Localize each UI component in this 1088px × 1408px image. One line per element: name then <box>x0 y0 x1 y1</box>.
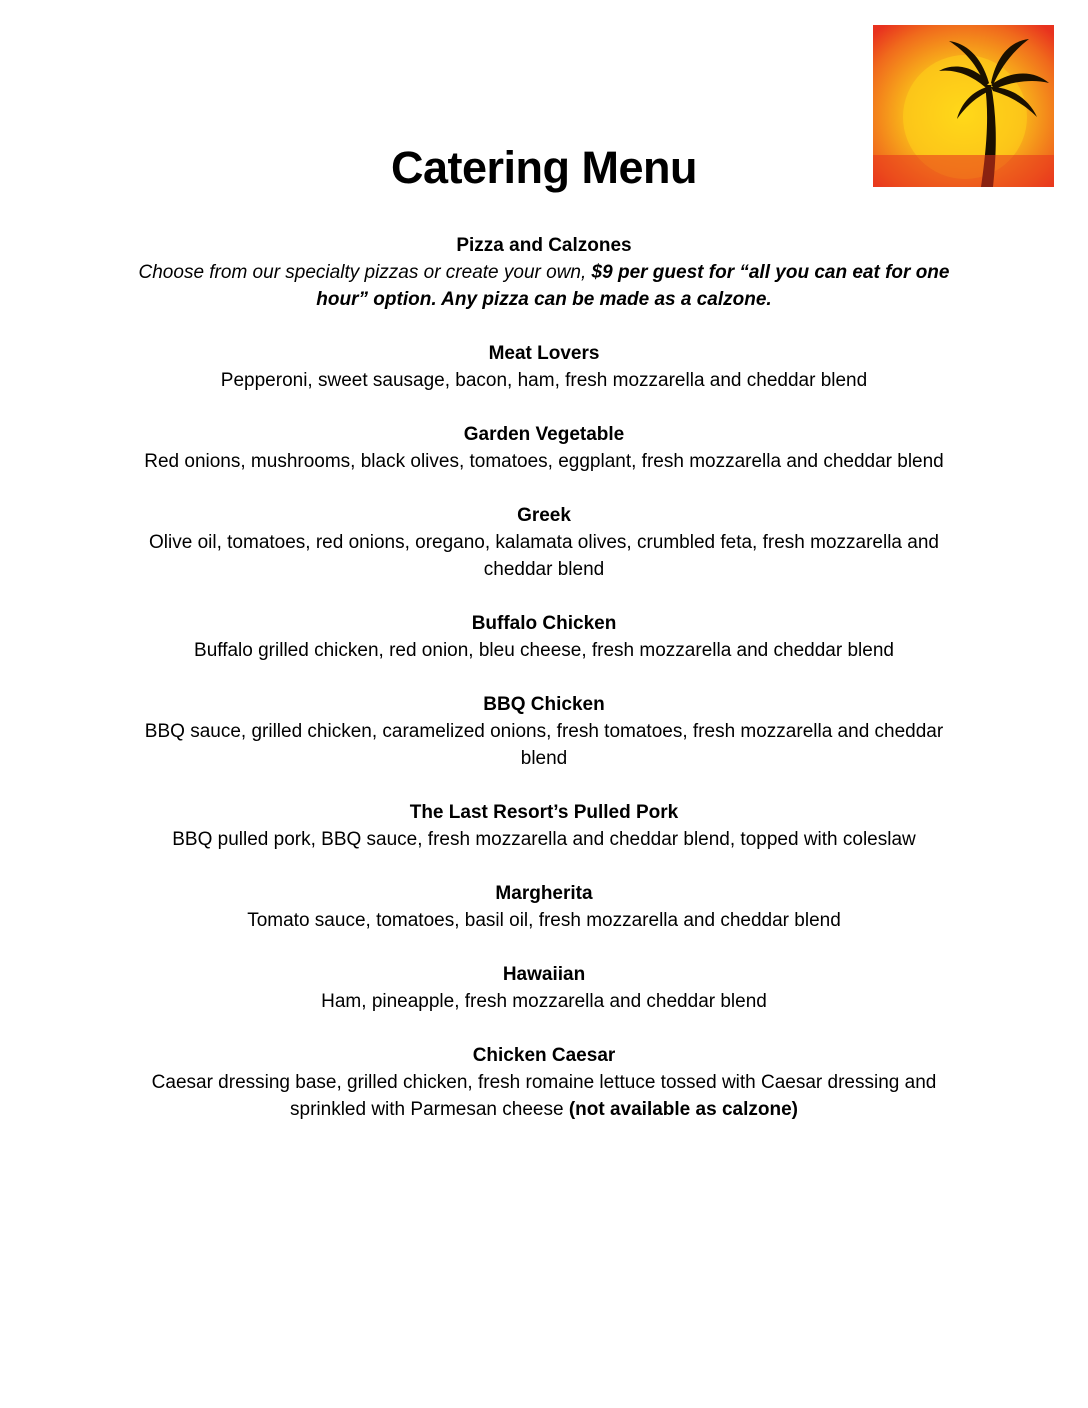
menu-item-name: Meat Lovers <box>488 343 600 364</box>
menu-item-description <box>120 988 968 1015</box>
menu-item <box>120 961 968 1015</box>
menu-item-name: Chicken Caesar <box>472 1045 616 1066</box>
menu-item-description <box>120 718 968 772</box>
menu-item-desc-text: Caesar dressing base, grilled chicken, fresh romaine lettuce tossed with Caesar dressing and sprinkled with Parmesan cheese <box>151 1072 937 1120</box>
menu-item <box>120 799 968 853</box>
menu-item-desc-text: Tomato sauce, tomatoes, basil oil, fresh mozzarella and cheddar blend <box>247 910 841 931</box>
page-title: Catering Menu <box>390 142 698 193</box>
menu-item-name: Hawaiian <box>502 964 586 985</box>
menu-item-description <box>120 448 968 475</box>
menu-item <box>120 502 968 583</box>
menu-item-desc-text: Red onions, mushrooms, black olives, tomatoes, eggplant, fresh mozzarella and cheddar blend <box>144 451 944 472</box>
menu-item-note: (not available as calzone) <box>568 1099 798 1120</box>
menu-item-description <box>120 907 968 934</box>
menu-item <box>120 340 968 394</box>
menu-item-desc-text: Olive oil, tomatoes, red onions, oregano, kalamata olives, crumbled feta, fresh mozzarella and cheddar blend <box>149 532 939 580</box>
menu-item-description <box>120 367 968 394</box>
menu-item-name: Garden Vegetable <box>463 424 625 445</box>
menu-item-desc-text: BBQ pulled pork, BBQ sauce, fresh mozzarella and cheddar blend, topped with coleslaw <box>172 829 916 850</box>
menu-item <box>120 1042 968 1123</box>
menu-item-description <box>120 637 968 664</box>
menu-item-description <box>120 529 968 583</box>
section-intro-offer: $9 per guest for “all you can eat for one hour” option. Any pizza can be made as a calzone. <box>316 262 950 310</box>
section-heading: Pizza and Calzones <box>456 235 632 256</box>
menu-items <box>120 340 968 1123</box>
menu-item <box>120 691 968 772</box>
menu-item <box>120 421 968 475</box>
menu-item-description <box>120 1069 968 1123</box>
menu-item-name: The Last Resort’s Pulled Pork <box>409 802 679 823</box>
menu-item-desc-text: Pepperoni, sweet sausage, bacon, ham, fresh mozzarella and cheddar blend <box>220 370 868 391</box>
menu-item-name: Buffalo Chicken <box>471 613 617 634</box>
section-intro-text: Choose from our specialty pizzas or create your own, <box>138 262 592 283</box>
menu-item-description <box>120 826 968 853</box>
section-intro <box>120 259 968 313</box>
menu-item-name: BBQ Chicken <box>483 694 605 715</box>
menu-item-desc-text: Ham, pineapple, fresh mozzarella and cheddar blend <box>321 991 767 1012</box>
menu-item-desc-text: BBQ sauce, grilled chicken, caramelized onions, fresh tomatoes, fresh mozzarella and cheddar blend <box>144 721 944 769</box>
menu-item <box>120 610 968 664</box>
menu-item-name: Margherita <box>495 883 593 904</box>
menu-item-name: Greek <box>517 505 571 526</box>
menu-item <box>120 880 968 934</box>
menu-content <box>120 232 968 1123</box>
menu-item-desc-text: Buffalo grilled chicken, red onion, bleu cheese, fresh mozzarella and cheddar blend <box>194 640 894 661</box>
